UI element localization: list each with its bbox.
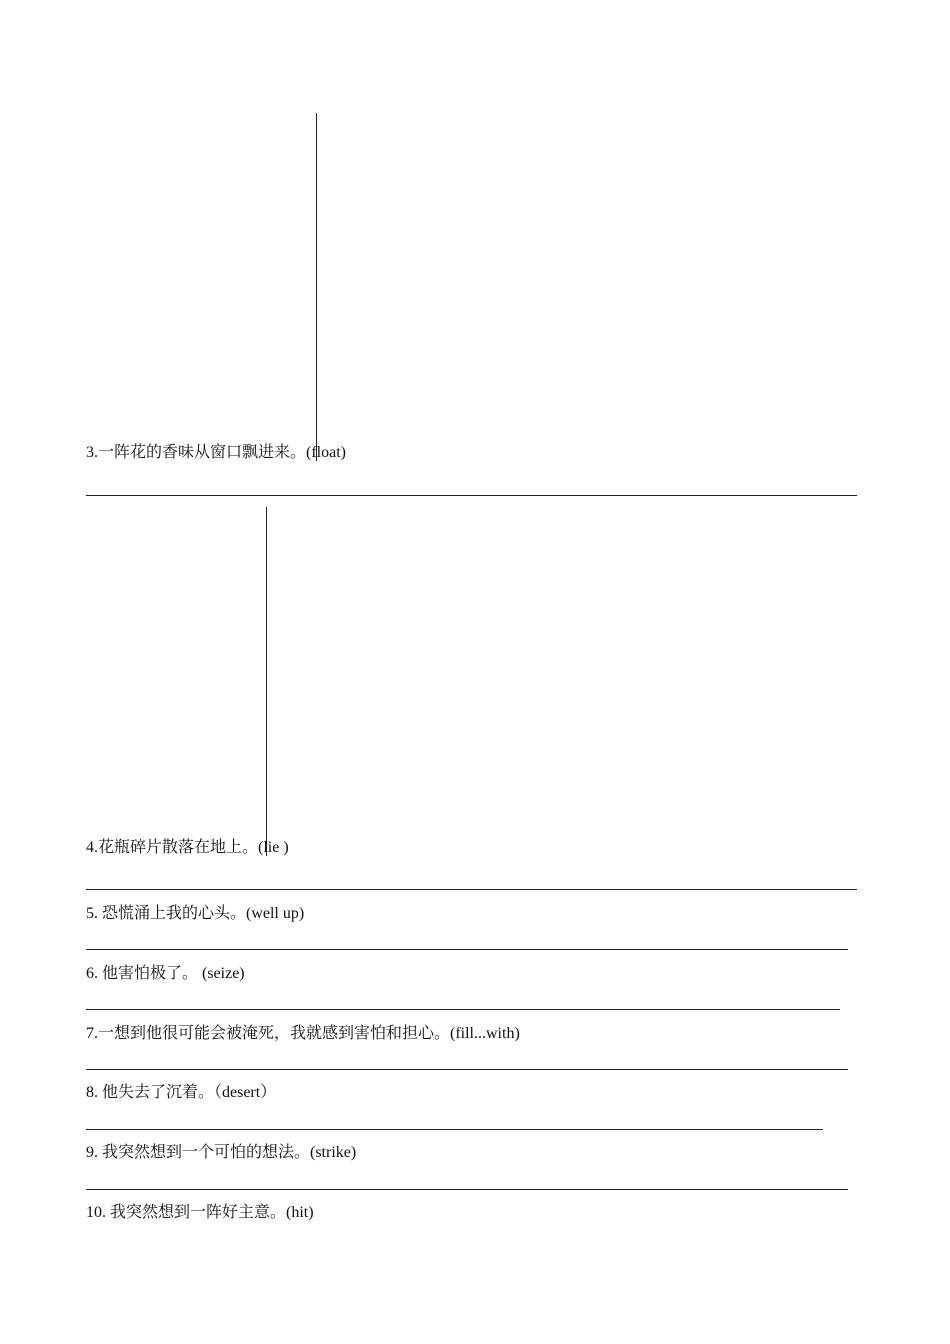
answer-line-6[interactable] [86, 1009, 840, 1010]
question-8: 8. 他失去了沉着。（desert） [86, 1084, 277, 1101]
question-6: 6. 他害怕极了。 (seize) [86, 965, 245, 982]
text-cursor-bar [266, 507, 267, 856]
answer-line-8[interactable] [86, 1129, 823, 1130]
question-9: 9. 我突然想到一个可怕的想法。(strike) [86, 1144, 357, 1161]
text-cursor-bar [316, 113, 317, 461]
answer-line-7[interactable] [86, 1069, 848, 1070]
question-5: 5. 恐慌涌上我的心头。(well up) [86, 905, 305, 922]
answer-line-4[interactable] [86, 889, 857, 890]
question-4: 4.花瓶碎片散落在地上。(lie ) [86, 839, 289, 856]
answer-line-9[interactable] [86, 1189, 848, 1190]
answer-line-5[interactable] [86, 949, 848, 950]
question-7: 7.一想到他很可能会被淹死，我就感到害怕和担心。(fill...with) [86, 1025, 520, 1042]
question-3: 3.一阵花的香味从窗口飘进来。(float) [86, 444, 346, 461]
answer-line-3[interactable] [86, 495, 857, 496]
question-10: 10. 我突然想到一阵好主意。(hit) [86, 1204, 314, 1221]
